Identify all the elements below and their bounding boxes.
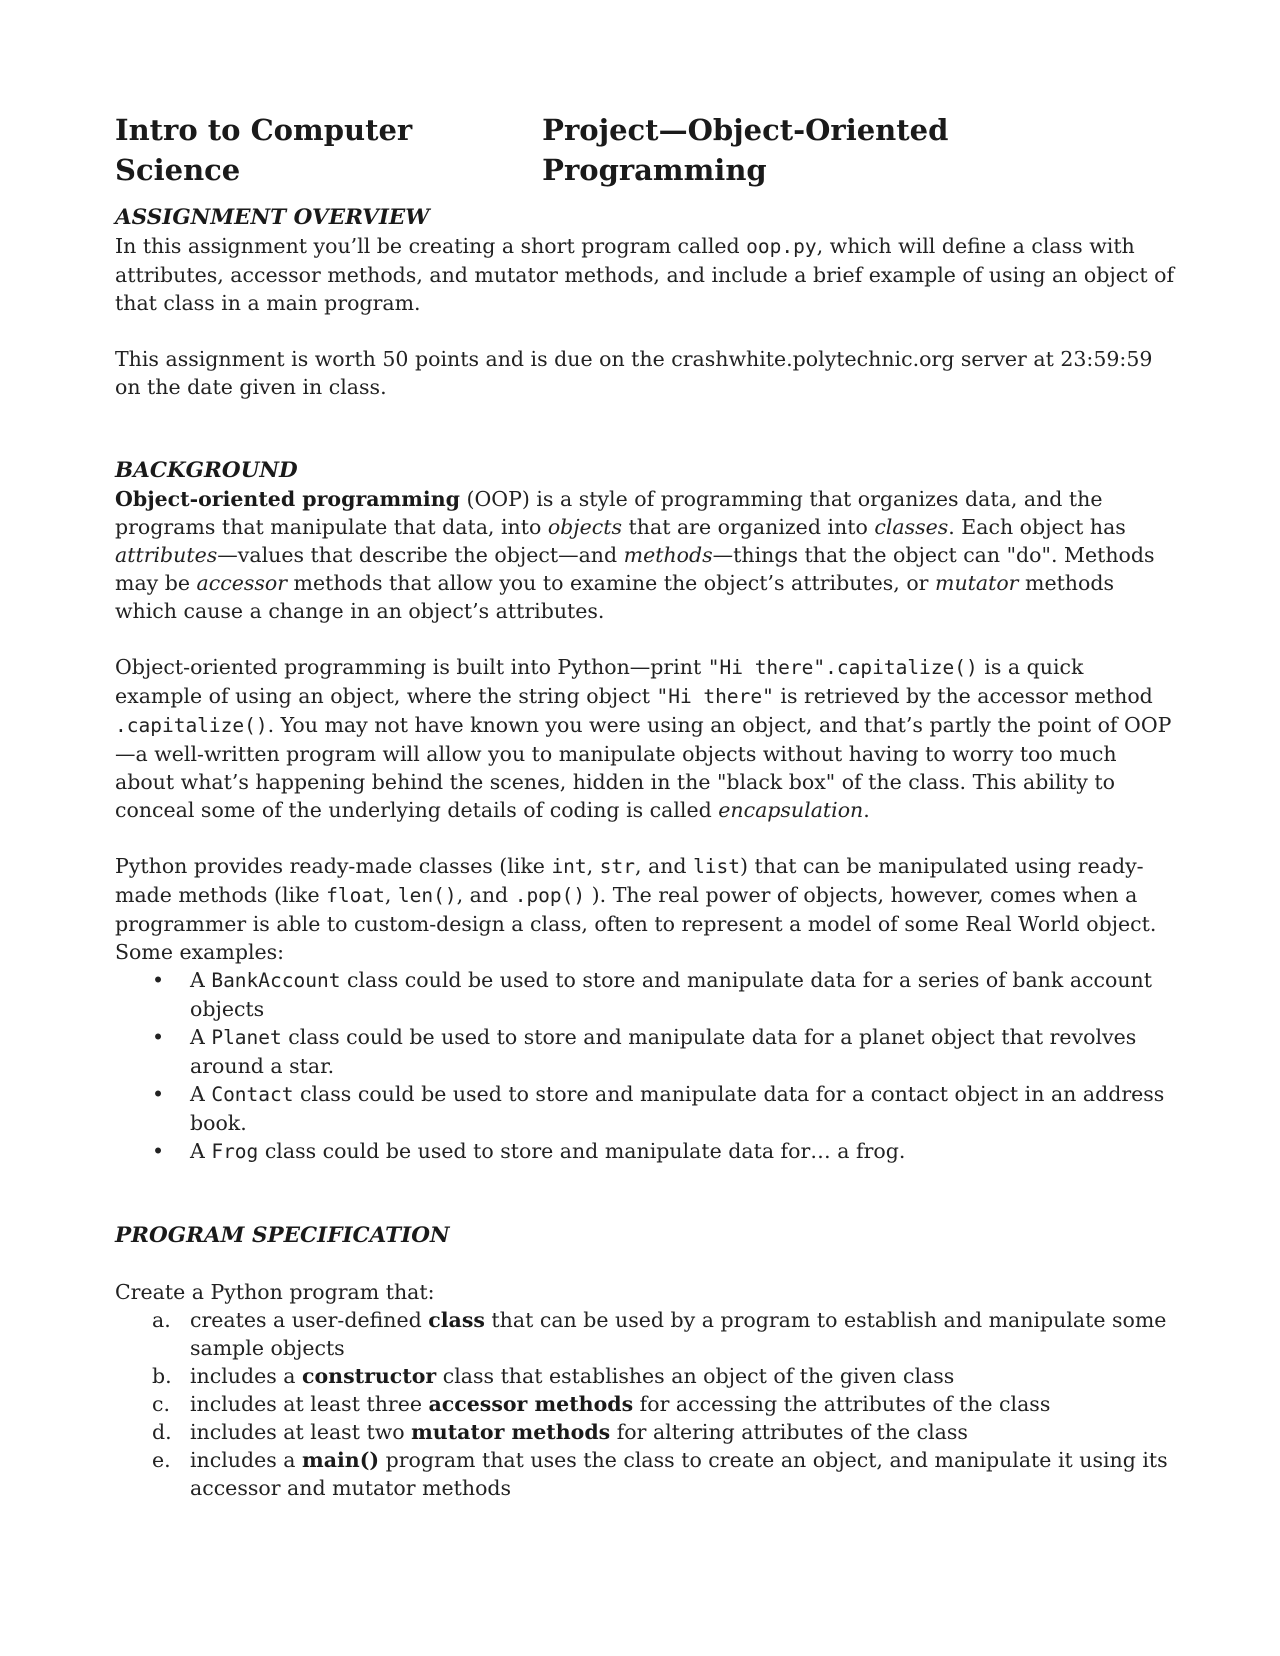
document-page bbox=[115, 110, 1175, 1502]
section-specification bbox=[115, 1222, 1175, 1502]
overview-paragraph-1: In this assignment you’ll be creating a short program called oop.py, which will define a class with attributes, accessor methods, and mutator methods, and include a brief example of using an object of that class in a main program. bbox=[115, 234, 1175, 315]
background-paragraph-3: Python provides ready-made classes (like int, str, and list) that can be manipulated using ready-made methods (like float, len(), and .pop() ). The real power of objects, however, comes when a programmer is able to custom-design a class, often to represent a model of some Real World object. Some examples: bbox=[115, 854, 1157, 964]
document-header bbox=[115, 110, 1175, 190]
list-item: • A Contact class could be used to store and manipulate data for a contact object in an address book. bbox=[152, 1082, 1165, 1135]
bullet-icon: • bbox=[152, 1139, 165, 1163]
background-paragraph-2: Object-oriented programming is built into Python—print "Hi there".capitalize() is a quick example of using an object, where the string object "Hi there" is retrieved by the accessor method .capitalize(). You may not have known you were using an object, and that’s partly the point of OOP—a well-written program will allow you to manipulate objects without having to worry too much about what’s happening behind the scenes, hidden in the "black box" of the class. This ability to conceal some of the underlying details of coding is called encapsulation. bbox=[115, 655, 1172, 822]
overview-paragraph-2: This assignment is worth 50 points and is due on the crashwhite.polytechnic.org server at 23:59:59 on the date given in class. bbox=[115, 347, 1153, 399]
list-item: a. creates a user-defined class that can be used by a program to establish and manipulate some sample objects bbox=[152, 1308, 1167, 1360]
list-item: e. includes a main() program that uses the class to create an object, and manipulate it using its accessor and mutator methods bbox=[152, 1448, 1168, 1500]
filename-code: oop.py bbox=[746, 235, 817, 258]
specification-intro: Create a Python program that: bbox=[115, 1280, 435, 1304]
section-overview bbox=[115, 204, 1175, 401]
examples-list bbox=[115, 966, 1175, 1166]
background-paragraph-1: Object-oriented programming (OOP) is a style of programming that organizes data, and the programs that manipulate that data, into objects that are organized into classes. Each object has attributes—values that describe the object—and methods—things that the object can "do". Methods may be accessor methods that allow you to examine the object’s attributes, or mutator methods which cause a change in an object’s attributes. bbox=[115, 487, 1155, 623]
list-item: b. includes a constructor class that establishes an object of the given class bbox=[152, 1364, 955, 1388]
specification-heading: PROGRAM SPECIFICATION bbox=[115, 1223, 450, 1248]
overview-heading: ASSIGNMENT OVERVIEW bbox=[115, 205, 430, 230]
list-item: c. includes at least three accessor methods for accessing the attributes of the class bbox=[152, 1392, 1051, 1416]
project-title: Project—Object-Oriented Programming bbox=[542, 113, 949, 187]
course-title: Intro to Computer Science bbox=[115, 113, 413, 187]
bullet-icon: • bbox=[152, 1025, 165, 1049]
bullet-icon: • bbox=[152, 968, 165, 992]
background-heading: BACKGROUND bbox=[115, 458, 298, 483]
list-item: d. includes at least two mutator methods for altering attributes of the class bbox=[152, 1420, 968, 1444]
list-item: • A Frog class could be used to store and manipulate data for… a frog. bbox=[152, 1139, 906, 1163]
section-background bbox=[115, 457, 1175, 1166]
list-item: • A Planet class could be used to store and manipulate data for a planet object that revolves around a star. bbox=[152, 1025, 1137, 1078]
specification-list bbox=[115, 1306, 1175, 1502]
bullet-icon: • bbox=[152, 1082, 165, 1106]
list-item: • A BankAccount class could be used to store and manipulate data for a series of bank account objects bbox=[152, 968, 1152, 1021]
